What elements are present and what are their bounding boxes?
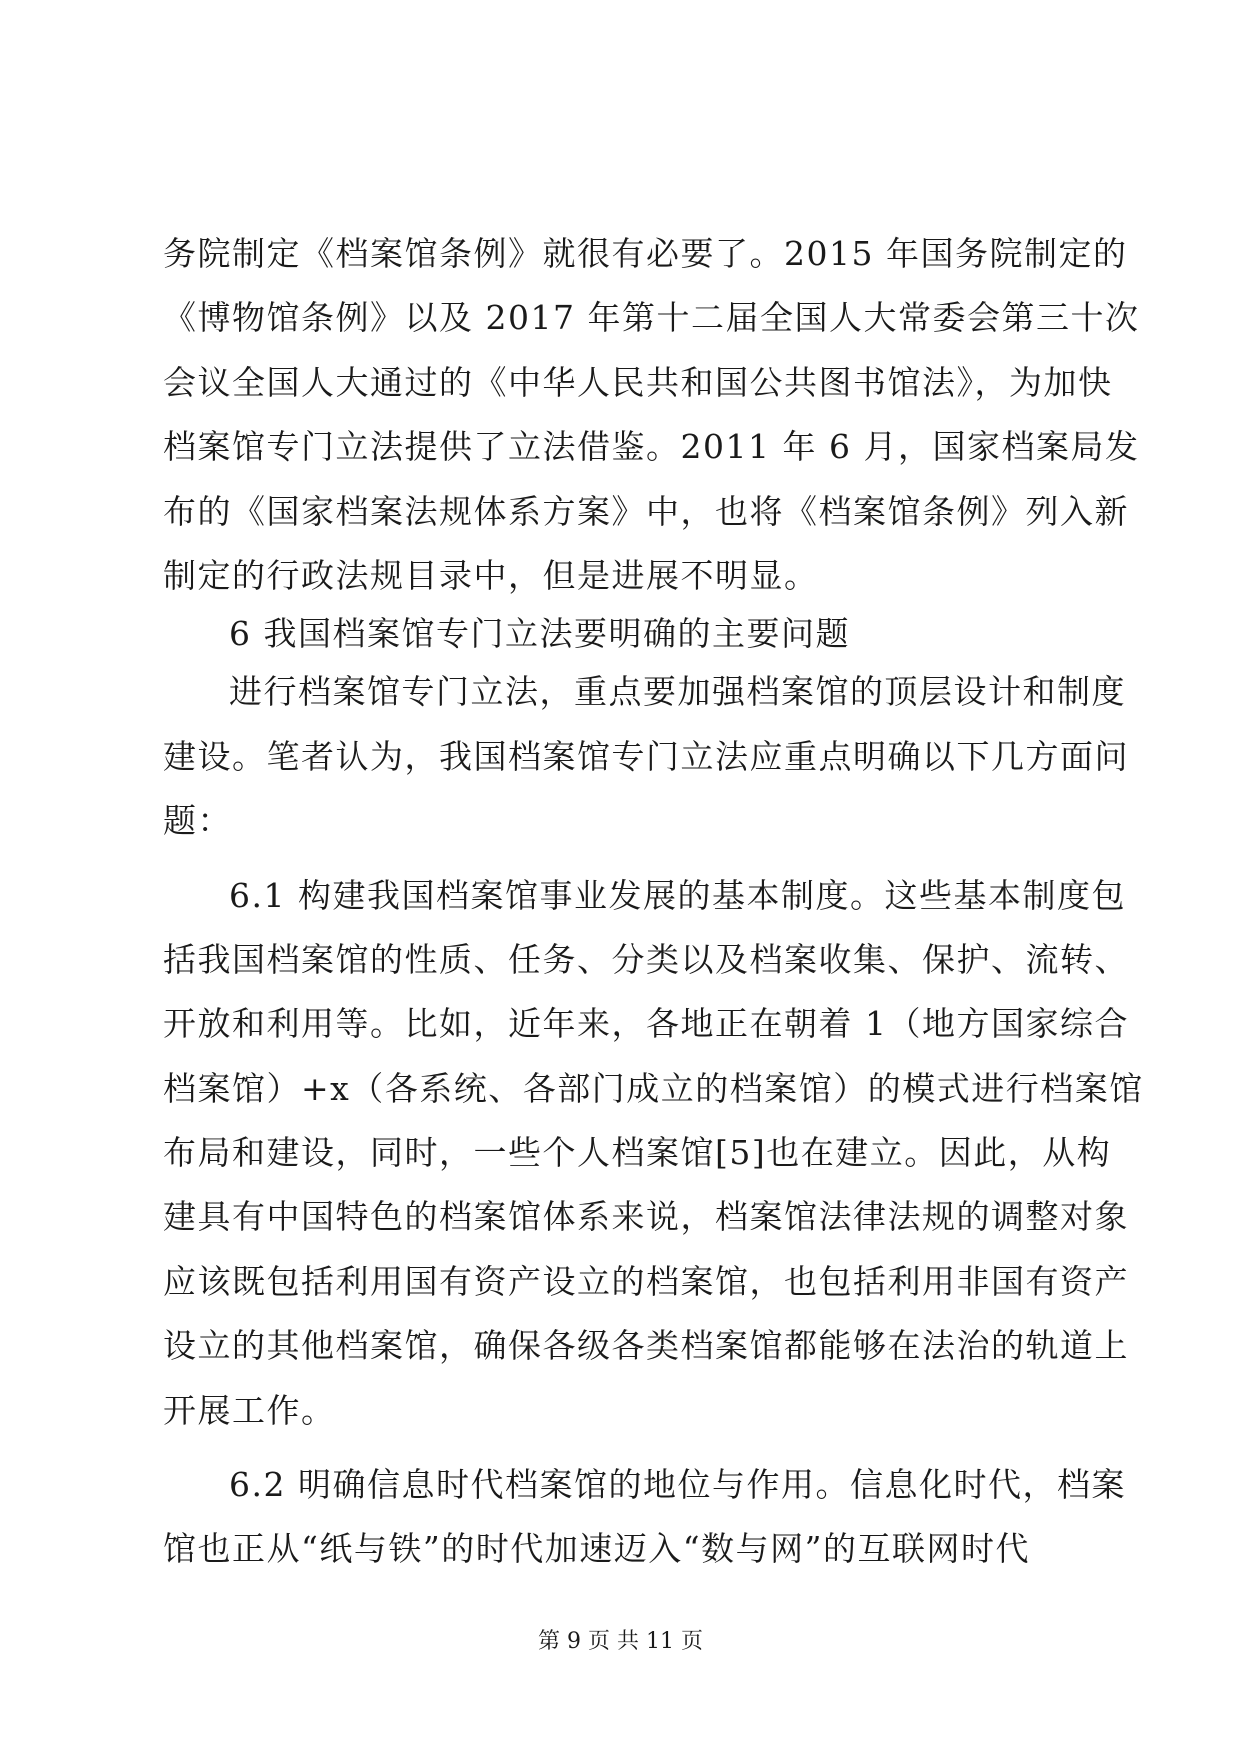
text-line: 6.1 构建我国档案馆事业发展的基本制度。这些基本制度包: [229, 875, 1126, 915]
text-line: 括我国档案馆的性质、任务、分类以及档案收集、保护、流转、: [163, 939, 1129, 979]
text-line: 馆也正从“纸与铁”的时代加速迈入“数与网”的互联网时代: [163, 1529, 1030, 1569]
text-line: 6.2 明确信息时代档案馆的地位与作用。信息化时代，档案: [229, 1465, 1126, 1505]
text-line: 制定的行政法规目录中，但是进展不明显。: [163, 555, 819, 595]
text-line: 题：: [163, 801, 232, 841]
text-line: 建设。笔者认为，我国档案馆专门立法应重点明确以下几方面问: [163, 736, 1129, 776]
text-line: 应该既包括利用国有资产设立的档案馆，也包括利用非国有资产: [163, 1261, 1129, 1301]
document-body: [163, 222, 1144, 1582]
heading-text: 6 我国档案馆专门立法要明确的主要问题: [229, 614, 850, 654]
text-line: 会议全国人大通过的《中华人民共和国公共图书馆法》，为加快: [163, 362, 1113, 402]
text-line: 设立的其他档案馆，确保各级各类档案馆都能够在法治的轨道上: [163, 1326, 1129, 1366]
paragraph-gap: [163, 1443, 1078, 1453]
text-line: 开放和利用等。比如，近年来，各地正在朝着 1（地方国家综合: [163, 1004, 1129, 1044]
paragraph-6-1: [163, 864, 1144, 1444]
text-line: 《博物馆条例》以及 2017 年第十二届全国人大常委会第三十次: [163, 298, 1140, 338]
paragraph-6-2: [163, 1453, 1126, 1582]
paragraph-intro: [163, 660, 1129, 853]
text-line: 布的《国家档案法规体系方案》中，也将《档案馆条例》列入新: [163, 491, 1129, 531]
text-line: 进行档案馆专门立法，重点要加强档案馆的顶层设计和制度: [229, 672, 1126, 712]
text-line: 开展工作。: [163, 1390, 336, 1430]
text-line: 档案馆）+x（各系统、各部门成立的档案馆）的模式进行档案馆: [163, 1068, 1144, 1108]
paragraph-continuation: [163, 222, 1140, 608]
text-line: 布局和建设，同时，一些个人档案馆[5]也在建立。因此，从构: [163, 1133, 1112, 1173]
text-line: 建具有中国特色的档案馆体系来说，档案馆法律法规的调整对象: [163, 1197, 1129, 1237]
text-line: 务院制定《档案馆条例》就很有必要了。2015 年国务院制定的: [163, 234, 1128, 273]
page-footer: 第 9 页 共 11 页: [538, 1629, 703, 1654]
section-heading: [163, 608, 1078, 660]
paragraph-gap: [163, 854, 1078, 864]
text-line: 档案馆专门立法提供了立法借鉴。2011 年 6 月，国家档案局发: [163, 427, 1140, 467]
